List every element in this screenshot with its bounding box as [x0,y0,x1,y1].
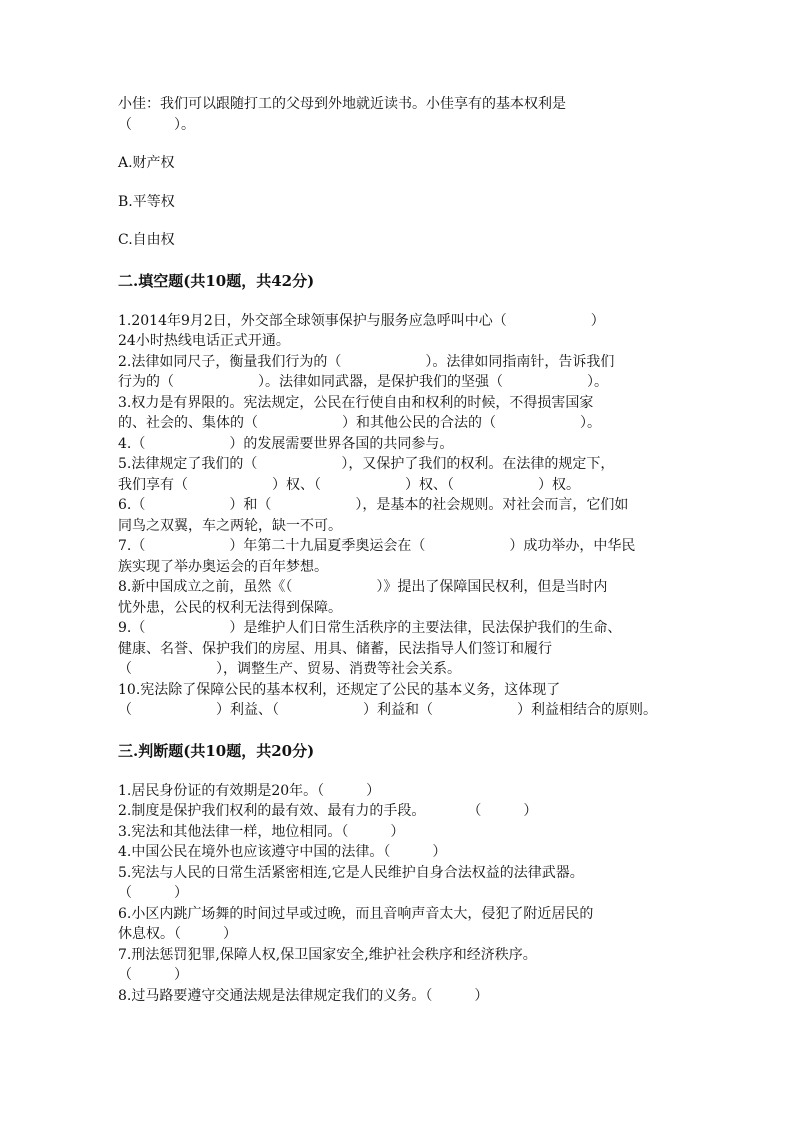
judge-line: 4.中国公民在境外也应该遵守中国的法律。（ ） [118,844,447,860]
exam-page [118,94,678,1006]
question-stem-line-1: 小佳：我们可以跟随打工的父母到外地就近读书。小佳享有的基本权利是 [118,96,566,112]
fill-line: 健康、名誉、保护我们的房屋、用具、储蓄，民法指导人们签订和履行 [118,640,552,657]
fill-in-questions [118,311,678,721]
fill-line: 8.新中国成立之前，虽然《（ ）》提出了保障国民权利，但是当时内 [118,579,608,595]
fill-line: 5.法律规定了我们的（ ），又保护了我们的权利。在法律的规定下， [118,456,615,472]
fill-line: （ ）利益、（ ）利益和（ ）利益相结合的原则。 [118,702,657,718]
section-heading-fill-in: 二.填空题(共10题，共42分) [118,271,315,290]
fill-line: 10.宪法除了保障公民的基本权利，还规定了公民的基本义务，这体现了 [118,681,561,698]
judge-line: 3.宪法和其他法律一样，地位相同。（ ） [118,823,405,840]
judge-line: 2.制度是保护我们权利的最有效、最有力的手段。 （ ） [118,803,538,819]
fill-line: 族实现了举办奥运会的百年梦想。 [118,558,328,575]
fill-line: 我们享有（ ）权、（ ）权、（ ）权。 [118,476,580,493]
fill-line: 忧外患，公民的权利无法得到保障。 [118,599,342,616]
fill-line: 9.（ ）是维护人们日常生活秩序的主要法律，民法保护我们的生命、 [118,620,622,636]
judge-line: （ ） [118,885,188,901]
fill-line: 7.（ ）年第二十九届夏季奥运会在（ ）成功举办，中华民 [118,538,636,554]
fill-line: 2.法律如同尺子，衡量我们行为的（ ）。法律如同指南针，告诉我们 [118,353,615,370]
fill-line: 同鸟之双翼，车之两轮，缺一不可。 [118,517,342,534]
fill-line: 4.（ ）的发展需要世界各国的共同参与。 [118,435,454,452]
judge-line: 休息权。（ ） [118,926,237,942]
judge-line: 7.刑法惩罚犯罪,保障人权,保卫国家安全,维护社会秩序和经济秩序。 [118,946,537,963]
fill-line: 的、社会的、集体的（ ）和其他公民的合法的（ ）。 [118,415,601,431]
question-choice [118,94,678,251]
true-false-questions [118,781,678,1007]
option-c: C.自由权 [118,232,175,248]
judge-line: 6.小区内跳广场舞的时间过早或过晚，而且音响声音太大，侵犯了附近居民的 [118,905,594,922]
judge-line: 1.居民身份证的有效期是20年。（ ） [118,782,381,799]
fill-line: 行为的（ ）。法律如同武器，是保护我们的坚强（ ）。 [118,374,608,390]
option-a: A.财产权 [118,155,175,171]
fill-line: 1.2014年9月2日，外交部全球领事保护与服务应急呼叫中心（ ） [118,312,605,329]
judge-line: （ ） [118,967,188,983]
fill-line: 3.权力是有界限的。宪法规定，公民在行使自由和权利的时候，不得损害国家 [118,394,594,411]
judge-line: 8.过马路要遵守交通法规是法律规定我们的义务。（ ） [118,987,489,1004]
judge-line: 5.宪法与人民的日常生活紧密相连,它是人民维护自身合法权益的法律武器。 [118,864,584,881]
option-b: B.平等权 [118,193,175,210]
question-stem-line-2: （ ）。 [118,116,195,133]
fill-line: （ ），调整生产、贸易、消费等社会关系。 [118,661,461,677]
section-heading-true-false: 三.判断题(共10题，共20分) [118,741,315,760]
fill-line: 24小时热线电话正式开通。 [118,333,290,349]
fill-line: 6.（ ）和（ ），是基本的社会规则。对社会而言，它们如 [118,497,629,513]
